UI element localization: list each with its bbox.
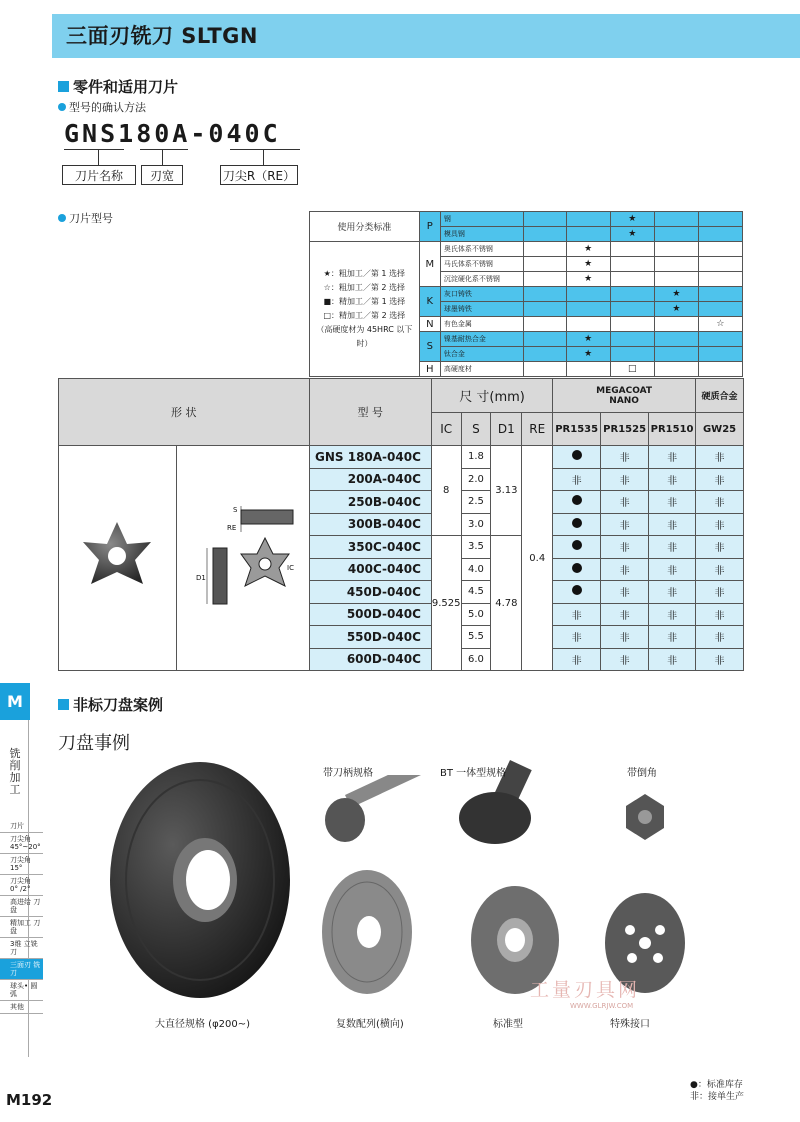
- table-row: 550D-040C: [309, 626, 431, 649]
- table-row: 600D-040C: [309, 648, 431, 671]
- table-row: 350C-040C: [309, 536, 431, 559]
- dim-label-re: RE: [226, 524, 236, 532]
- bullet-dot-icon: [58, 214, 66, 222]
- model-code: GNS180A-040C: [64, 119, 281, 148]
- dim-d1: D1: [491, 413, 522, 446]
- large-cutter-photo: [90, 755, 300, 1005]
- watermark: 工量刃具网: [530, 979, 641, 1001]
- code-underline: [230, 149, 300, 150]
- standard-stock-dot-icon: [572, 540, 582, 550]
- cases-title: 刀盘事例: [58, 733, 130, 754]
- sidebar-item-insert[interactable]: 刀片: [0, 820, 43, 833]
- insert-drawing-cell: [176, 446, 309, 671]
- watermark-url: WWW.GLRJW.COM: [570, 1002, 634, 1010]
- code-connector: [263, 149, 264, 165]
- insert-dimension-drawing: [183, 496, 303, 616]
- shape-header: 形 状: [59, 379, 310, 446]
- table-row: 500D-040C: [309, 603, 431, 626]
- grade-gw25: GW25: [696, 413, 744, 446]
- sidebar-item-3d-endmill[interactable]: 3维 立铣刀: [0, 938, 43, 959]
- code-underline: [140, 149, 188, 150]
- insert-heading: 刀片型号: [58, 210, 113, 226]
- section-square-icon: [58, 81, 69, 92]
- footnote-stock: ●：标准库存: [690, 1080, 743, 1090]
- caption-multi: 复数配列(横向): [336, 1019, 404, 1030]
- standard-stock-dot-icon: [572, 563, 582, 573]
- insert-spec-table: 形 状 型 号 尺 寸(mm) MEGACOAT NANO 硬质合金 IC S D1 RE PR1535 PR1525 PR1510 GW25 S RE D1 IC GNS 180A-040C 8 1.8 3.13 0.4 非 非 非 200A-040C 2.0 非 非 非 非 250B-040C 2.5 非 非 非 300B-040C 3.0 非 非 非 350C-040C 9.525 3.5 4.78 非 非 非 400C-040C 4.0 非 非 非 450D-040C 4.5 非 非 非 500D-040C 5.0 非 非 非 非 550D-040C 5.5 非 非 非 非 600D-040C 6.0 非 非 非 非: [58, 378, 744, 671]
- dim-label-s: S: [232, 506, 238, 514]
- sidebar-item-high-feed[interactable]: 高进给 刀盘: [0, 896, 43, 917]
- model-header: 型 号: [309, 379, 431, 446]
- standard-stock-dot-icon: [572, 518, 582, 528]
- table-row: 200A-040C: [309, 468, 431, 491]
- insert-photo-cell: [59, 446, 177, 671]
- table-row: 300B-040C: [309, 513, 431, 536]
- sidebar-item-angle-0-2[interactable]: 刀尖角 0° /2°: [0, 875, 43, 896]
- sidebar-item-angle-45-20[interactable]: 刀尖角 45°~20°: [0, 833, 43, 854]
- code-label-width: 刃宽: [141, 165, 183, 185]
- caption-chamfer: 带倒角: [627, 768, 657, 779]
- shank-cutter-photo: [315, 775, 425, 845]
- sidebar-tab-m[interactable]: M: [0, 683, 30, 720]
- caption-special: 特殊接口: [610, 1019, 650, 1030]
- dim-label-d1: D1: [195, 574, 206, 582]
- code-label-radius: 刀尖R（RE）: [220, 165, 298, 185]
- parts-heading: 零件和适用刀片: [58, 76, 178, 97]
- grade-pr1510: PR1510: [649, 413, 696, 446]
- sidebar-item-finishing[interactable]: 精加工 刀盘: [0, 917, 43, 938]
- carbide-header: 硬质合金: [696, 379, 744, 413]
- standard-stock-dot-icon: [572, 450, 582, 460]
- section-square-icon: [58, 699, 69, 710]
- table-row: GNS 180A-040C: [309, 446, 431, 469]
- size-header: 尺 寸(mm): [431, 379, 552, 413]
- table-row: 400C-040C: [309, 558, 431, 581]
- bullet-dot-icon: [58, 103, 66, 111]
- insert-photo: [77, 516, 157, 596]
- code-connector: [98, 149, 99, 165]
- multi-cutter-photo: [315, 862, 420, 1002]
- sidebar-label: 铣削加工: [9, 747, 21, 796]
- megacoat-header: MEGACOAT NANO: [553, 379, 696, 413]
- table-row: 250B-040C: [309, 491, 431, 514]
- dim-s: S: [461, 413, 491, 446]
- usage-label: 使用分类标准: [310, 212, 420, 242]
- dim-label-ic: IC: [286, 564, 294, 572]
- sidebar-item-other[interactable]: 其他: [0, 1001, 43, 1014]
- table-row: 450D-040C: [309, 581, 431, 604]
- model-confirm-heading: 型号的确认方法: [58, 99, 146, 115]
- footnote-order: 非：接单生产: [690, 1092, 745, 1102]
- chamfer-cutter-photo: [620, 790, 670, 845]
- code-underline: [64, 149, 124, 150]
- sidebar-item-side-milling[interactable]: 三面刃 铣刀: [0, 959, 43, 980]
- sidebar-item-ball-radius[interactable]: 球头• 圆弧: [0, 980, 43, 1001]
- code-connector: [162, 149, 163, 165]
- usage-classification-table: 使用分类标准 P 钢 ★ 模具钢 ★ ★：粗加工／第 1 选择 ☆：粗加工／第 2 选择 ■：精加工／第 1 选择 □：精加工／第 2 选择 （高硬度材为 45HRC 以下时） M 奥氏体系不锈钢 ★ 马氏体系不锈钢 ★ 沉淀硬化系不锈钢 ★ K 灰口铸铁 ★ 球墨铸铁 ★ N 有色金属 ☆ S 镍基耐热合金 ★ 钛合金 ★ H 高硬度材 □: [309, 211, 743, 377]
- caption-standard: 标准型: [493, 1019, 523, 1030]
- dim-re: RE: [522, 413, 553, 446]
- caption-large: 大直径规格 (φ200~): [155, 1019, 251, 1030]
- standard-stock-dot-icon: [572, 585, 582, 595]
- page-title: 三面刃铣刀 SLTGN: [66, 24, 258, 48]
- caption-bt: BT 一体型规格: [440, 768, 507, 779]
- caption-shank: 带刀柄规格: [323, 768, 373, 779]
- cases-heading: 非标刀盘案例: [58, 694, 163, 715]
- grade-legend: ★：粗加工／第 1 选择 ☆：粗加工／第 2 选择 ■：精加工／第 1 选择 □：精加工／第 2 选择 （高硬度材为 45HRC 以下时）: [310, 242, 420, 377]
- sidebar-item-angle-15[interactable]: 刀尖角 15°: [0, 854, 43, 875]
- grade-pr1525: PR1525: [601, 413, 649, 446]
- dim-ic: IC: [431, 413, 461, 446]
- code-label-name: 刀片名称: [62, 165, 136, 185]
- grade-pr1535: PR1535: [553, 413, 601, 446]
- page-number: M192: [6, 1091, 53, 1109]
- standard-stock-dot-icon: [572, 495, 582, 505]
- sidebar-menu: [0, 820, 43, 1014]
